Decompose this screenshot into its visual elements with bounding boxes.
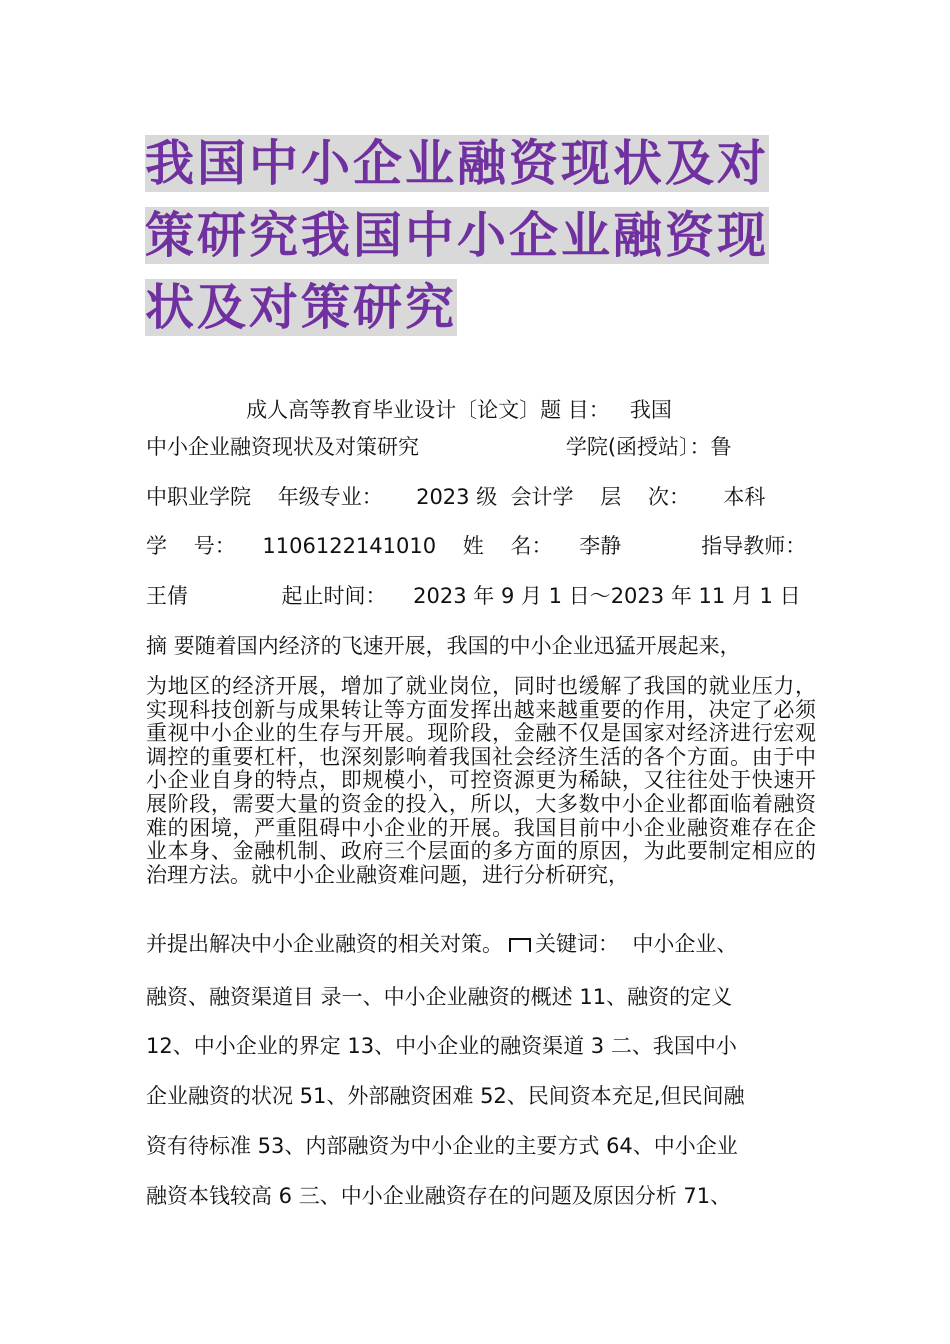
abstract-first-line: 摘 要随着国内经济的飞速开展，我国的中小企业迅猛开展起来，	[146, 634, 741, 658]
info-line-1: 成人高等教育毕业设计〔论文〕题 目： 我国	[146, 398, 672, 422]
keywords-line-end: 关键词： 中小企业、	[535, 932, 738, 956]
info-line-3: 中职业学院 年级专业： 2023 级 会计学 层 次： 本科	[146, 485, 766, 509]
bracket-mark-icon	[509, 938, 531, 952]
info-line-5: 王倩 起止时间： 2023 年 9 月 1 日～2023 年 11 月 1 日	[146, 584, 801, 608]
document-title-text: 我国中小企业融资现状及对策研究我国中小企业融资现状及对策研究	[145, 135, 770, 336]
document-title	[145, 128, 815, 344]
toc-line-3: 企业融资的状况 51、外部融资困难 52、民间资本充足,但民间融	[146, 1084, 745, 1108]
toc-line-5: 融资本钱较高 6 三、中小企业融资存在的问题及原因分析 71、	[146, 1184, 732, 1208]
toc-line-1: 融资、融资渠道目 录一、中小企业融资的概述 11、融资的定义	[146, 985, 733, 1009]
toc-line-4: 资有待标准 53、内部融资为中小企业的主要方式 64、中小企业	[146, 1134, 738, 1158]
toc-line-2: 12、中小企业的界定 13、中小企业的融资渠道 3 二、我国中小	[146, 1034, 737, 1058]
info-line-2: 中小企业融资现状及对策研究 学院(函授站〕：鲁	[146, 435, 732, 459]
abstract-body: 为地区的经济开展，增加了就业岗位，同时也缓解了我国的就业压力，实现科技创新与成果转让等方面发挥出越来越重要的作用，决定了必须重视中小企业的生存与开展。现阶段，金融不仅是国家对经济进行宏观调控的重要杠杆，也深刻影响着我国社会经济生活的各个方面。由于中小企业自身的特点，即规模小，可控资源更为稀缺，又往往处于快速开展阶段，需要大量的资金的投入，所以，大多数中小企业都面临着融资难的困境，严重阻碍中小企业的开展。我国目前中小企业融资难存在企业本身、金融机制、政府三个层面的多方面的原因，为此要制定相应的治理方法。就中小企业融资难问题，进行分析研究，	[146, 674, 816, 887]
keywords-line-start: 并提出解决中小企业融资的相关对策。	[146, 932, 503, 956]
info-line-4: 学 号： 1106122141010 姓 名： 李静 指导教师：	[146, 534, 807, 558]
keywords-line	[146, 932, 737, 956]
